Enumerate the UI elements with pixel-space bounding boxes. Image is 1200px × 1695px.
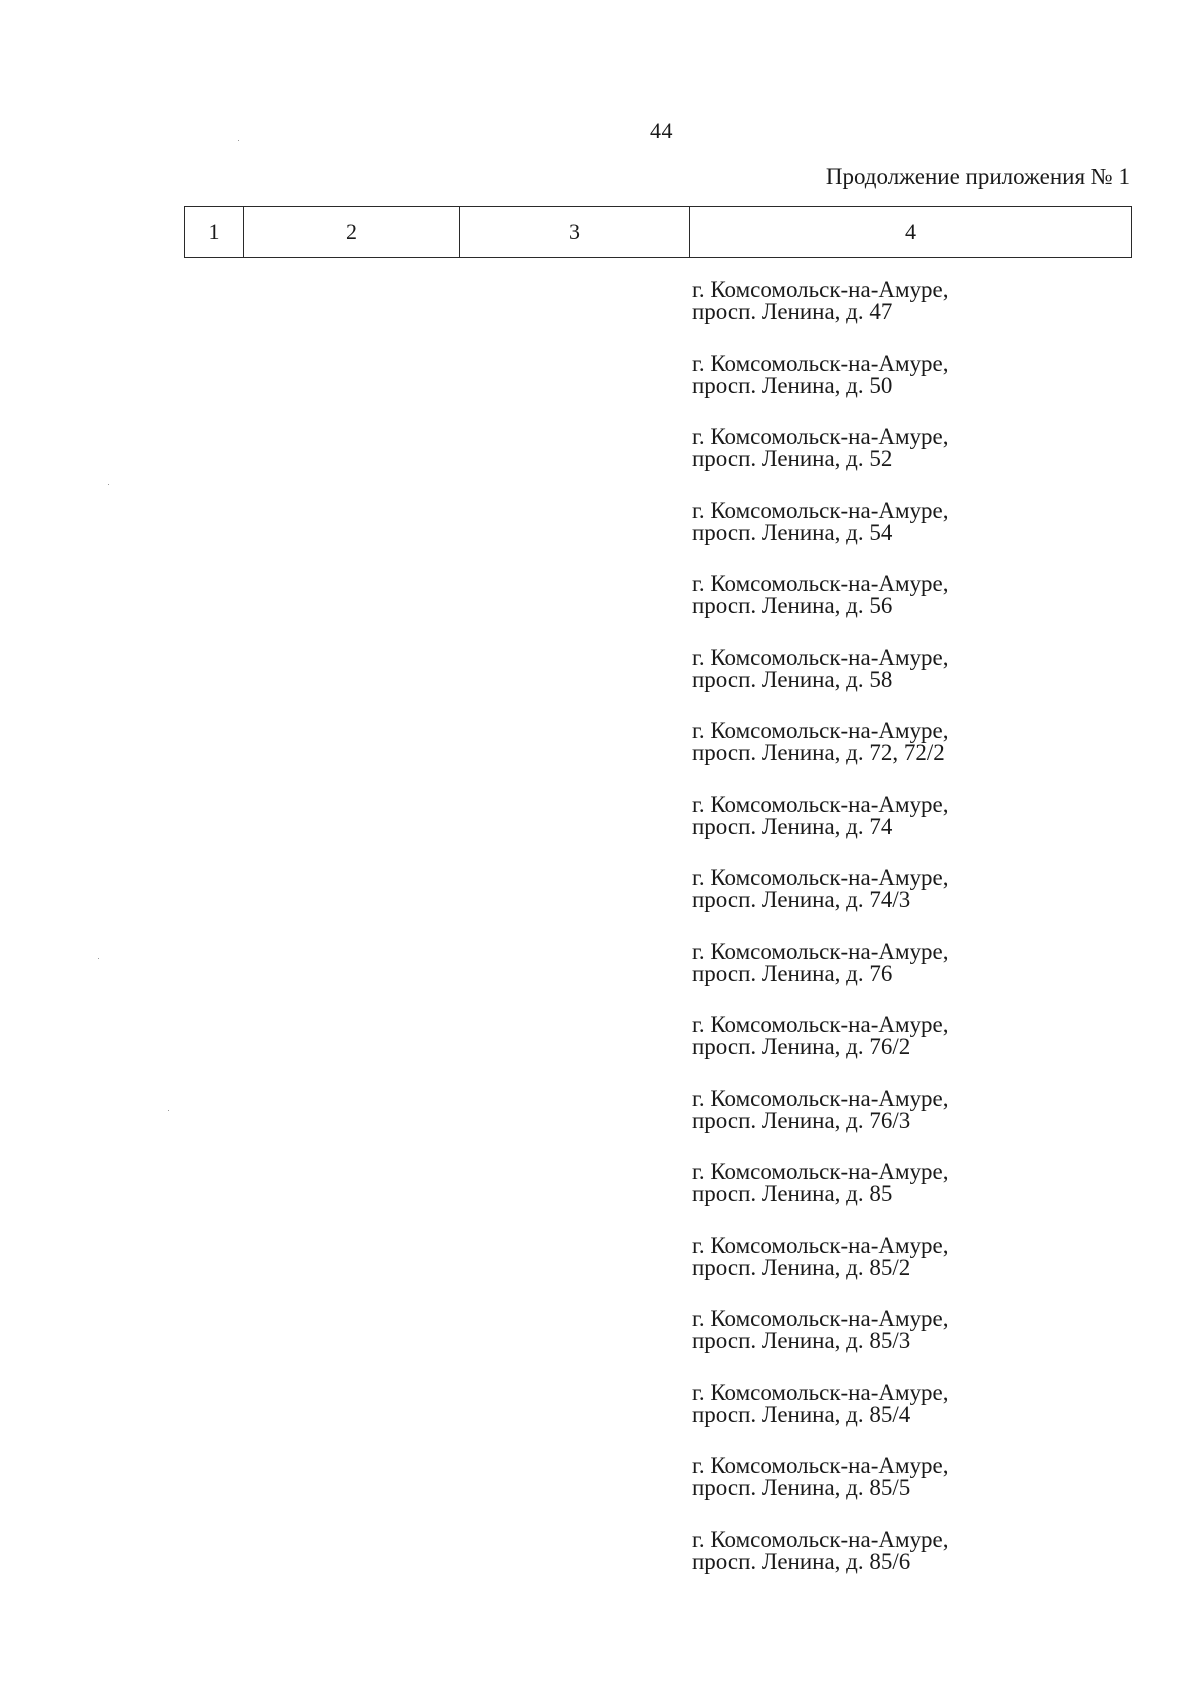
address-street: просп. Ленина, д. 85: [692, 1181, 893, 1206]
address-street: просп. Ленина, д. 85/6: [692, 1548, 911, 1574]
scan-speck: [98, 958, 99, 959]
address-entry: [692, 1085, 1112, 1162]
address-entry: [692, 720, 1112, 794]
appendix-continuation-note: Продолжение приложения № 1: [825, 164, 1130, 189]
address-city: г. Комсомольск-на-Амуре,: [692, 277, 949, 302]
address-street: просп. Ленина, д. 72, 72/2: [692, 740, 945, 765]
address-city: г. Комсомольск-на-Амуре,: [692, 1526, 949, 1552]
table-header-row: [185, 207, 1132, 258]
address-entry: [692, 279, 1112, 353]
column-number-4: 4: [690, 207, 1132, 258]
address-city: г. Комсомольск-на-Амуре,: [692, 1379, 949, 1405]
scan-speck: [238, 140, 239, 141]
address-entry: [692, 1379, 1112, 1456]
address-street: просп. Ленина, д. 76/3: [692, 1107, 911, 1133]
address-entry: [692, 573, 1112, 647]
address-street: просп. Ленина, д. 76/2: [692, 1034, 911, 1059]
address-city: г. Комсомольск-на-Амуре,: [692, 1232, 949, 1258]
scan-speck: [168, 1110, 169, 1111]
address-street: просп. Ленина, д. 85/5: [692, 1475, 911, 1500]
address-city: г. Комсомольск-на-Амуре,: [692, 718, 949, 743]
address-city: г. Комсомольск-на-Амуре,: [692, 791, 949, 817]
address-city: г. Комсомольск-на-Амуре,: [692, 1453, 949, 1478]
address-street: просп. Ленина, д. 74/3: [692, 887, 911, 912]
address-entry: [692, 867, 1112, 941]
address-entry: [692, 938, 1112, 1015]
address-street: просп. Ленина, д. 85/4: [692, 1401, 911, 1427]
address-street: просп. Ленина, д. 52: [692, 446, 893, 471]
address-city: г. Комсомольск-на-Амуре,: [692, 497, 949, 523]
address-city: г. Комсомольск-на-Амуре,: [692, 1012, 949, 1037]
address-entry: [692, 1232, 1112, 1309]
address-entry: [692, 644, 1112, 721]
column-number-2: 2: [244, 207, 460, 258]
address-street: просп. Ленина, д. 56: [692, 593, 893, 618]
address-street: просп. Ленина, д. 47: [692, 299, 893, 324]
scan-speck: [108, 484, 109, 485]
column-number-1: 1: [185, 207, 244, 258]
address-street: просп. Ленина, д. 50: [692, 372, 893, 398]
address-entry: [692, 497, 1112, 574]
column-number-3: 3: [460, 207, 690, 258]
address-list: [692, 279, 1112, 1602]
address-city: г. Комсомольск-на-Амуре,: [692, 1306, 949, 1331]
address-city: г. Комсомольск-на-Амуре,: [692, 571, 949, 596]
address-city: г. Комсомольск-на-Амуре,: [692, 1085, 949, 1111]
address-entry: [692, 426, 1112, 500]
address-street: просп. Ленина, д. 85/3: [692, 1328, 911, 1353]
address-entry: [692, 791, 1112, 868]
address-entry: [692, 1161, 1112, 1235]
address-street: просп. Ленина, д. 58: [692, 666, 893, 692]
address-street: просп. Ленина, д. 85/2: [692, 1254, 911, 1280]
address-street: просп. Ленина, д. 54: [692, 519, 893, 545]
address-entry: [692, 1455, 1112, 1529]
address-city: г. Комсомольск-на-Амуре,: [692, 938, 949, 964]
address-entry: [692, 350, 1112, 427]
page-number: 44: [650, 118, 673, 143]
address-city: г. Комсомольск-на-Амуре,: [692, 644, 949, 670]
address-entry: [692, 1308, 1112, 1382]
address-city: г. Комсомольск-на-Амуре,: [692, 350, 949, 376]
address-entry: [692, 1526, 1112, 1603]
address-entry: [692, 1014, 1112, 1088]
address-city: г. Комсомольск-на-Амуре,: [692, 424, 949, 449]
address-city: г. Комсомольск-на-Амуре,: [692, 1159, 949, 1184]
table-column-header: [184, 206, 1132, 258]
address-street: просп. Ленина, д. 76: [692, 960, 893, 986]
address-city: г. Комсомольск-на-Амуре,: [692, 865, 949, 890]
address-street: просп. Ленина, д. 74: [692, 813, 893, 839]
